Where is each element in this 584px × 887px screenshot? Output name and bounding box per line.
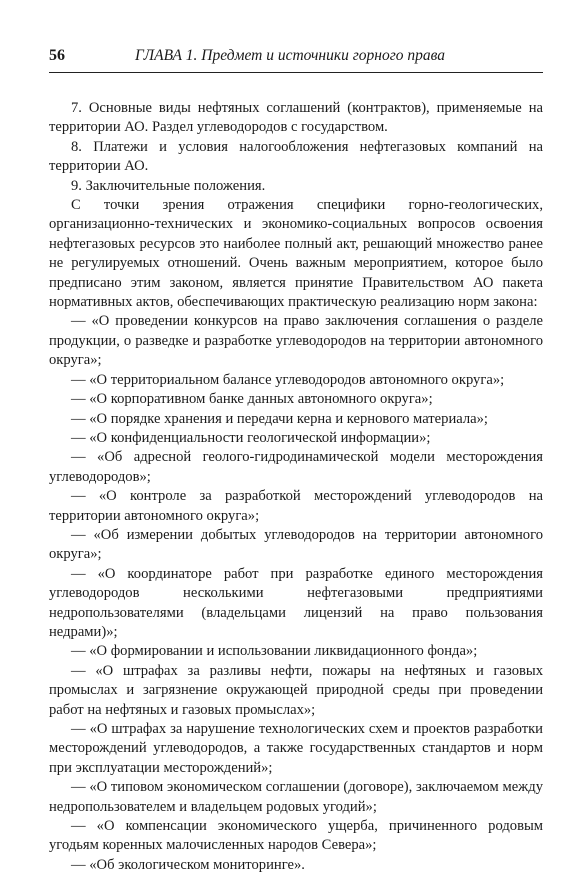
list-item: — «О конфиденциальности геологической информации»;: [71, 429, 431, 446]
list-item: — «О контроле за разработкой месторождений углеводородов на территории автономного округа»;: [49, 488, 543, 524]
paragraph: 9. Заключительные положения.: [71, 177, 266, 194]
list-item: — «Об измерении добытых углеводородов на территории автономного округа»;: [49, 526, 543, 563]
list-item: — «О координаторе работ при разработке единого месторождения углеводородов несколькими нефтегазовыми предприятиями недропользователями (владельцами лицензий на право пользования недрами)»;: [49, 565, 543, 640]
list-item: — «Об экологическом мониторинге».: [71, 856, 305, 873]
list-item: — «О штрафах за нарушение технологических схем и проектов разработки месторождений углеводородов, а также государственных стандартов и норм при эксплуатации месторождений»;: [49, 721, 543, 776]
list-item: — «Об адресной геолого-гидродинамической модели месторождения углеводородов»;: [49, 449, 543, 485]
list-item: — «О штрафах за разливы нефти, пожары на нефтяных и газовых промыслах и загрязнение окружающей природной среды при проведении работ на нефтяных и газовых промыслах»;: [49, 662, 543, 718]
book-page: [49, 46, 543, 875]
body-text: [49, 99, 543, 875]
list-item: — «О порядке хранения и передачи керна и кернового материала»;: [71, 410, 488, 427]
page-number: 56: [49, 47, 65, 64]
paragraph: 8. Платежи и условия налогообложения нефтегазовых компаний на территории АО.: [49, 138, 543, 175]
list-item: — «О проведении конкурсов на право заключения соглашения о разделе продукции, о разведке и разработке углеводородов на территории автономного округа»;: [49, 313, 543, 369]
list-item: — «О территориальном балансе углеводородов автономного округа»;: [71, 371, 505, 388]
list-item: — «О корпоративном банке данных автономного округа»;: [71, 391, 433, 408]
list-item: — «О формировании и использовании ликвидационного фонда»;: [71, 643, 478, 660]
chapter-title: ГЛАВА 1. Предмет и источники горного права: [135, 47, 445, 64]
paragraph: 7. Основные виды нефтяных соглашений (контрактов), применяемые на территории АО. Раздел углеводородов с государством.: [49, 100, 543, 136]
paragraph: С точки зрения отражения специфики горно-геологических, организационно-технических и экономико-социальных вопросов освоения нефтегазовых ресурсов это наиболее полный акт, решающий множество ранее не регулируемых отношений. Очень важным мероприятием, которое было предписано этим законом, является принятие Правительством АО пакета нормативных актов, обеспечивающих практическую реализацию норм закона:: [49, 197, 543, 311]
list-item: — «О компенсации экономического ущерба, причиненного родовым угодьям коренных малочисленных народов Севера»;: [49, 818, 543, 854]
list-item: — «О типовом экономическом соглашении (договоре), заключаемом между недропользователем и владельцем родовых угодий»;: [49, 779, 543, 815]
running-header: [49, 46, 543, 73]
